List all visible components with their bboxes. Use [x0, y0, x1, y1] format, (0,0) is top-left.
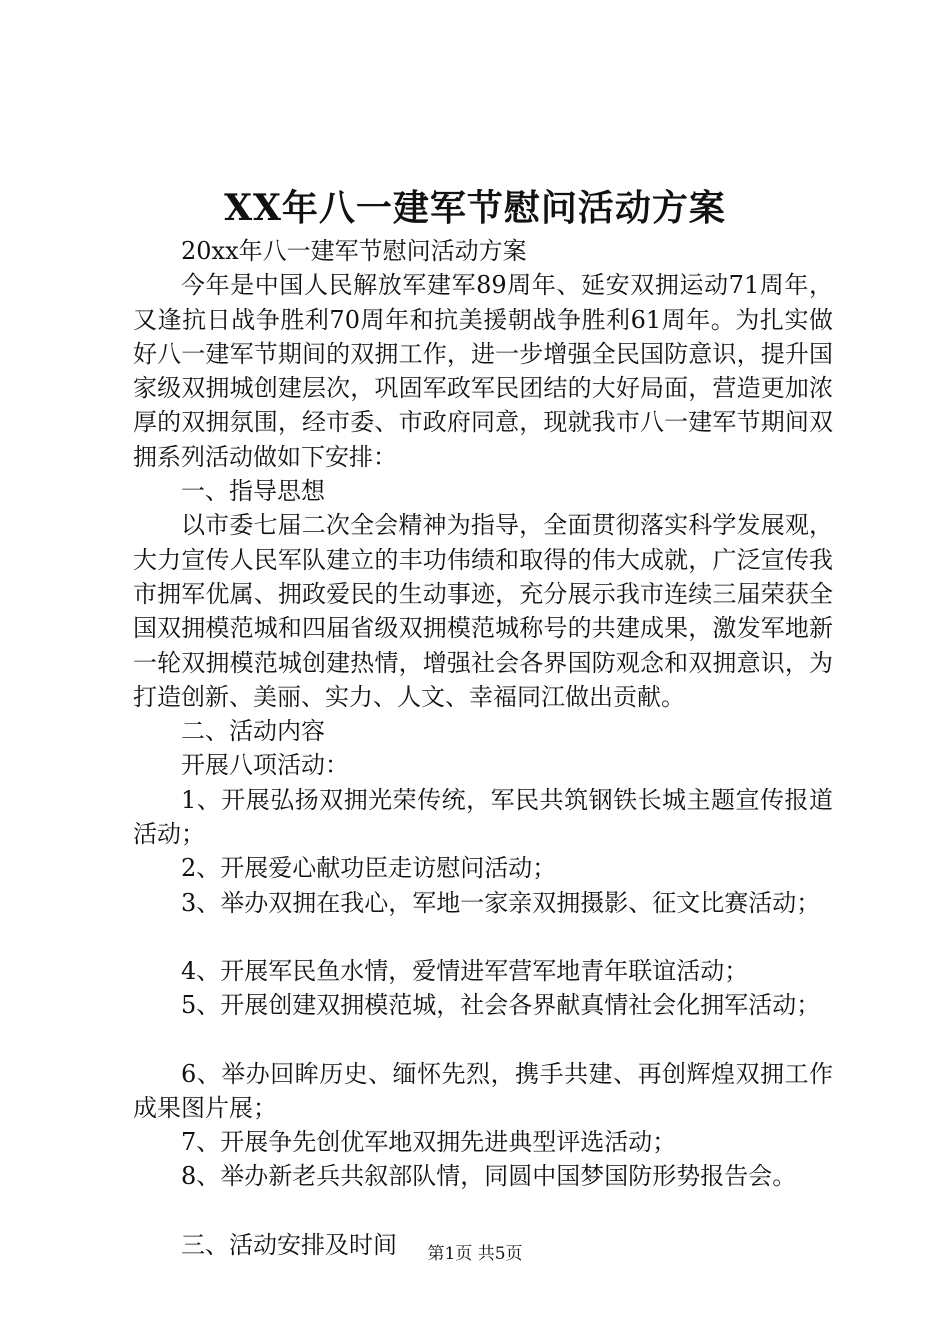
document-subtitle: 20xx年八一建军节慰问活动方案: [181, 237, 527, 265]
intro-paragraph: 今年是中国人民解放军建军89周年、延安双拥运动71周年，又逢抗日战争胜利70周年和抗美援朝战争胜利61周年。为扎实做好八一建军节期间的双拥工作，进一步增强全民国防意识，提升国家级双拥城创建层次，巩固军政军民团结的大好局面，营造更加浓厚的双拥氛围，经市委、市政府同意，现就我市八一建军节期间双拥系列活动做如下安排：: [133, 271, 833, 471]
activity-item-5: 5、开展创建双拥模范城，社会各界献真情社会化拥军活动；: [181, 991, 821, 1020]
activity-lead: 开展八项活动：: [181, 751, 349, 780]
section-heading-guiding-ideology: 一、指导思想: [181, 477, 325, 506]
activity-item-1: 1、开展弘扬双拥光荣传统，军民共筑钢铁长城主题宣传报道活动；: [133, 785, 833, 849]
activity-item-4: 4、开展军民鱼水情，爱情进军营军地青年联谊活动；: [181, 956, 749, 985]
section-heading-arrangement: 三、活动安排及时间: [181, 1230, 397, 1259]
activity-item-8: 8、举办新老兵共叙部队情，同圆中国梦国防形势报告会。: [181, 1162, 797, 1191]
page-footer: 第1页 共5页: [427, 1244, 523, 1264]
document-title: XX年八一建军节慰问活动方案: [224, 187, 726, 229]
activity-item-3: 3、举办双拥在我心，军地一家亲双拥摄影、征文比赛活动；: [181, 888, 821, 917]
document-body: [133, 234, 833, 1262]
activity-item-6: 6、举办回眸历史、缅怀先烈，携手共建、再创辉煌双拥工作成果图片展；: [133, 1059, 833, 1122]
activity-item-7: 7、开展争先创优军地双拥先进典型评选活动；: [181, 1128, 677, 1157]
activity-item-2: 2、开展爱心献功臣走访慰问活动；: [181, 854, 557, 883]
guiding-ideology-paragraph: 以市委七届二次全会精神为指导，全面贯彻落实科学发展观，大力宣传人民军队建立的丰功伟绩和取得的伟大成就，广泛宣传我市拥军优属、拥政爱民的生动事迹，充分展示我市连续三届荣获全国双拥模范城和四届省级双拥模范城称号的共建成果，激发军地新一轮双拥模范城创建热情，增强社会各界国防观念和双拥意识，为打造创新、美丽、实力、人文、幸福同江做出贡献。: [133, 511, 833, 711]
section-heading-activity-content: 二、活动内容: [181, 717, 325, 746]
